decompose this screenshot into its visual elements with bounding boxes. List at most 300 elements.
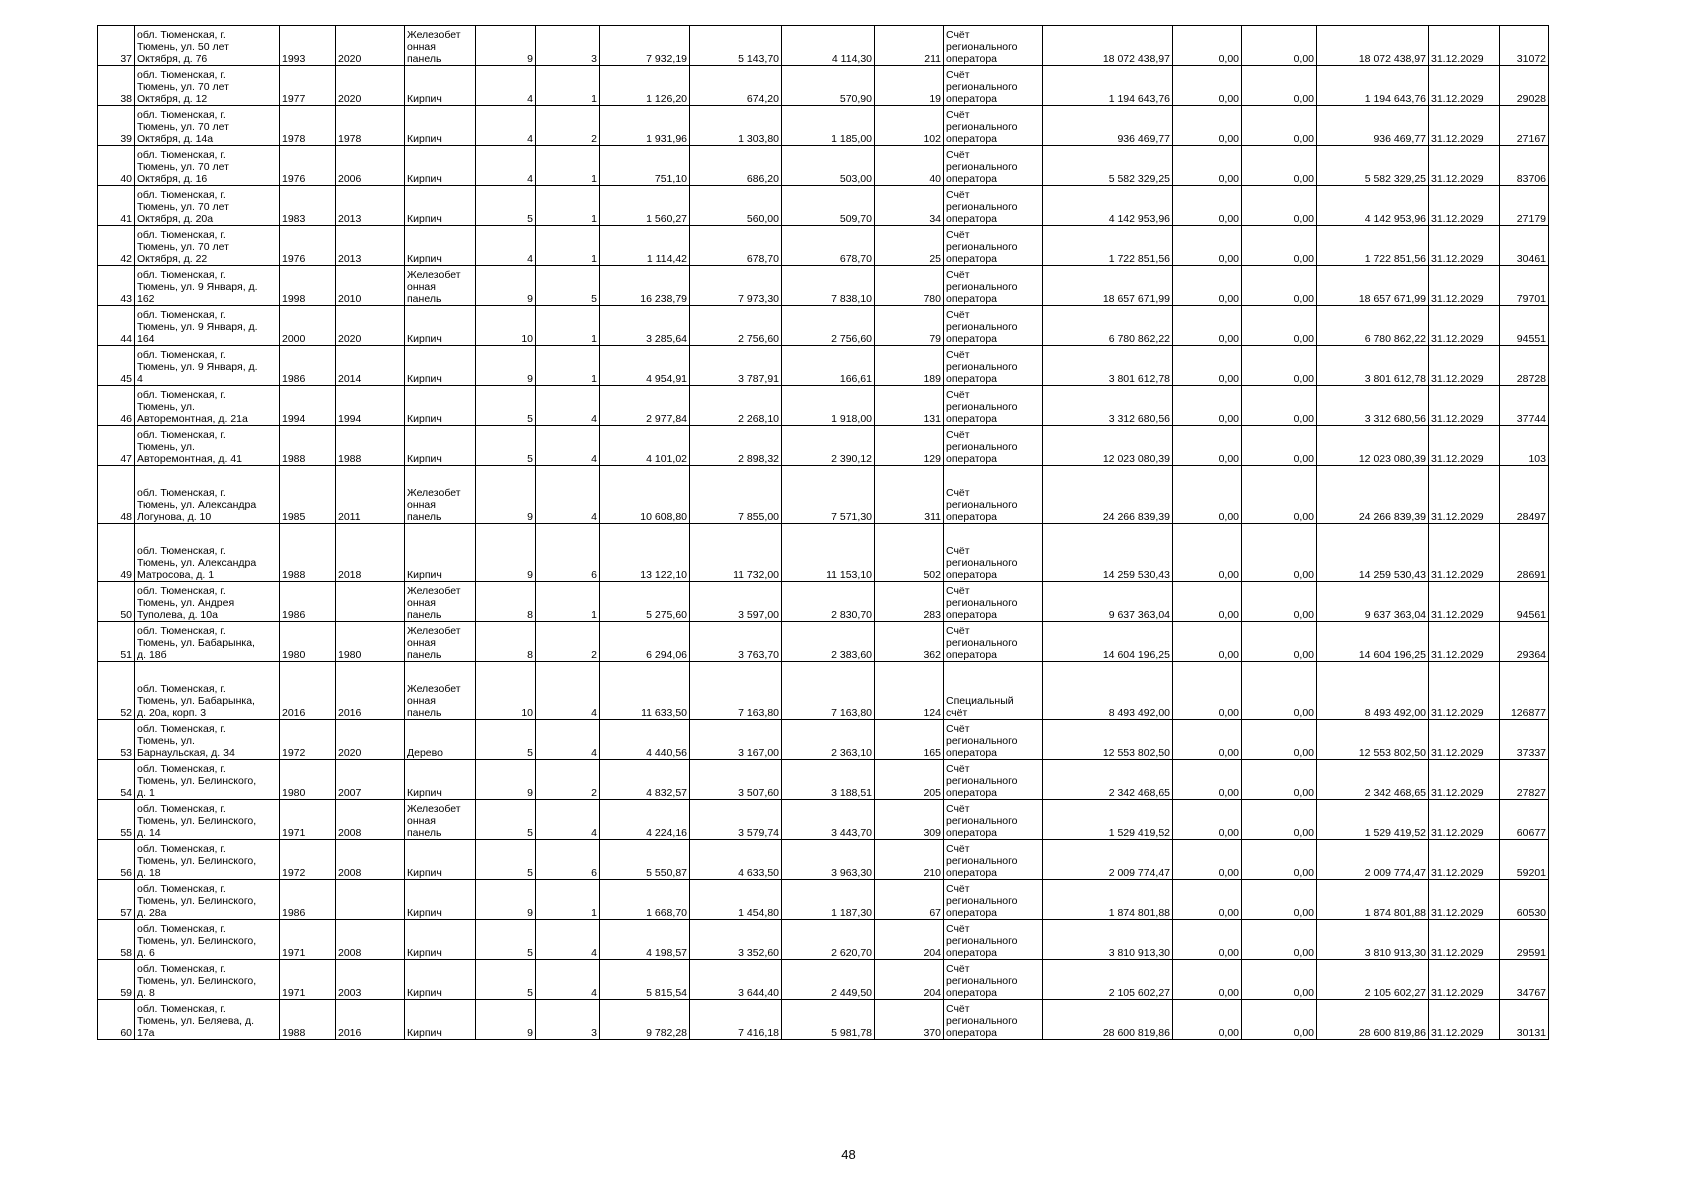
cell-fund-account-type: Счёт регионального оператора [944,266,1043,306]
cell-owner-funds: 1 722 851,56 [1317,226,1429,266]
cell-address: обл. Тюменская, г. Тюмень, ул. 70 лет Октября, д. 12 [135,66,280,106]
cell-repair-cost: 2 342 468,65 [1043,760,1173,800]
cell-repair-cost: 14 604 196,25 [1043,622,1173,662]
cell-row-number: 50 [98,582,135,622]
cell-budget-funds: 0,00 [1173,582,1242,622]
cell-deadline-date: 31.12.2029 [1429,760,1500,800]
cell-residential-area: 2 830,70 [782,582,875,622]
table-row [98,266,1549,306]
cell-year-built: 1998 [280,266,336,306]
table-row [98,840,1549,880]
cell-total-area: 3 285,64 [600,306,690,346]
cell-year-built: 1986 [280,880,336,920]
cell-row-number: 43 [98,266,135,306]
cell-owner-funds: 12 023 080,39 [1317,426,1429,466]
cell-address: обл. Тюменская, г. Тюмень, ул. 70 лет Октября, д. 22 [135,226,280,266]
cell-year-renovated: 2007 [336,760,405,800]
cell-wall-material: Кирпич [405,1000,476,1040]
table-row [98,426,1549,466]
cell-living-area: 3 352,60 [690,920,782,960]
cell-repair-cost: 1 194 643,76 [1043,66,1173,106]
cell-residential-area: 7 571,30 [782,466,875,524]
cell-wall-material: Железобет онная панель [405,662,476,720]
cell-address: обл. Тюменская, г. Тюмень, ул. Бабарынка, д. 20а, корп. 3 [135,662,280,720]
cell-deadline-date: 31.12.2029 [1429,622,1500,662]
cell-budget-funds: 0,00 [1173,920,1242,960]
cell-deadline-date: 31.12.2029 [1429,306,1500,346]
cell-living-area: 4 633,50 [690,840,782,880]
cell-house-code: 79701 [1500,266,1549,306]
cell-residential-area: 3 188,51 [782,760,875,800]
cell-total-area: 9 782,28 [600,1000,690,1040]
cell-row-number: 44 [98,306,135,346]
cell-address: обл. Тюменская, г. Тюмень, ул. Белинского, д. 14 [135,800,280,840]
cell-floors: 5 [476,800,536,840]
cell-wall-material: Кирпич [405,226,476,266]
cell-entrances: 1 [536,186,600,226]
cell-wall-material: Кирпич [405,920,476,960]
cell-residents: 370 [875,1000,944,1040]
cell-residents: 205 [875,760,944,800]
cell-total-area: 4 101,02 [600,426,690,466]
cell-owner-funds: 6 780 862,22 [1317,306,1429,346]
cell-living-area: 7 416,18 [690,1000,782,1040]
cell-repair-cost: 3 312 680,56 [1043,386,1173,426]
cell-year-built: 1978 [280,106,336,146]
cell-entrances: 1 [536,582,600,622]
cell-fund-account-type: Счёт регионального оператора [944,26,1043,66]
cell-wall-material: Кирпич [405,146,476,186]
cell-row-number: 52 [98,662,135,720]
cell-wall-material: Кирпич [405,524,476,582]
cell-floors: 5 [476,386,536,426]
cell-residents: 780 [875,266,944,306]
cell-entrances: 3 [536,26,600,66]
cell-entrances: 6 [536,840,600,880]
cell-residents: 67 [875,880,944,920]
cell-row-number: 53 [98,720,135,760]
cell-total-area: 1 668,70 [600,880,690,920]
cell-wall-material: Железобет онная панель [405,26,476,66]
cell-floors: 9 [476,1000,536,1040]
cell-house-code: 27179 [1500,186,1549,226]
cell-living-area: 3 787,91 [690,346,782,386]
cell-total-area: 5 815,54 [600,960,690,1000]
cell-entrances: 4 [536,386,600,426]
cell-address: обл. Тюменская, г. Тюмень, ул. 70 лет Октября, д. 14а [135,106,280,146]
cell-total-area: 4 198,57 [600,920,690,960]
cell-house-code: 30461 [1500,226,1549,266]
cell-budget-funds: 0,00 [1173,466,1242,524]
cell-owner-funds: 18 657 671,99 [1317,266,1429,306]
cell-wall-material: Кирпич [405,306,476,346]
cell-repair-cost: 8 493 492,00 [1043,662,1173,720]
cell-other-funds: 0,00 [1242,880,1317,920]
cell-address: обл. Тюменская, г. Тюмень, ул. Авторемонтная, д. 41 [135,426,280,466]
table-row [98,1000,1549,1040]
cell-living-area: 3 507,60 [690,760,782,800]
cell-deadline-date: 31.12.2029 [1429,582,1500,622]
cell-year-renovated: 2008 [336,920,405,960]
cell-total-area: 4 954,91 [600,346,690,386]
cell-budget-funds: 0,00 [1173,840,1242,880]
cell-year-built: 1988 [280,426,336,466]
cell-house-code: 103 [1500,426,1549,466]
cell-total-area: 1 560,27 [600,186,690,226]
cell-budget-funds: 0,00 [1173,186,1242,226]
cell-year-renovated: 2008 [336,800,405,840]
cell-row-number: 60 [98,1000,135,1040]
cell-floors: 8 [476,622,536,662]
cell-owner-funds: 2 342 468,65 [1317,760,1429,800]
cell-owner-funds: 24 266 839,39 [1317,466,1429,524]
cell-house-code: 34767 [1500,960,1549,1000]
cell-address: обл. Тюменская, г. Тюмень, ул. Белинского, д. 28а [135,880,280,920]
cell-living-area: 678,70 [690,226,782,266]
cell-deadline-date: 31.12.2029 [1429,960,1500,1000]
cell-repair-cost: 1 529 419,52 [1043,800,1173,840]
cell-owner-funds: 3 810 913,30 [1317,920,1429,960]
cell-address: обл. Тюменская, г. Тюмень, ул. 9 Января, д. 162 [135,266,280,306]
cell-fund-account-type: Счёт регионального оператора [944,146,1043,186]
cell-total-area: 1 126,20 [600,66,690,106]
cell-year-built: 1993 [280,26,336,66]
buildings-table [97,25,1549,1040]
cell-residential-area: 2 620,70 [782,920,875,960]
cell-budget-funds: 0,00 [1173,146,1242,186]
cell-living-area: 7 973,30 [690,266,782,306]
cell-deadline-date: 31.12.2029 [1429,266,1500,306]
cell-year-built: 1976 [280,226,336,266]
cell-row-number: 39 [98,106,135,146]
cell-row-number: 58 [98,920,135,960]
cell-floors: 9 [476,346,536,386]
cell-house-code: 37744 [1500,386,1549,426]
cell-entrances: 4 [536,720,600,760]
cell-deadline-date: 31.12.2029 [1429,880,1500,920]
cell-floors: 4 [476,106,536,146]
cell-fund-account-type: Счёт регионального оператора [944,582,1043,622]
cell-entrances: 1 [536,226,600,266]
cell-floors: 4 [476,66,536,106]
table-row [98,146,1549,186]
cell-other-funds: 0,00 [1242,386,1317,426]
cell-owner-funds: 3 312 680,56 [1317,386,1429,426]
cell-owner-funds: 18 072 438,97 [1317,26,1429,66]
cell-living-area: 2 268,10 [690,386,782,426]
cell-deadline-date: 31.12.2029 [1429,466,1500,524]
cell-residential-area: 2 756,60 [782,306,875,346]
cell-budget-funds: 0,00 [1173,306,1242,346]
cell-budget-funds: 0,00 [1173,960,1242,1000]
cell-address: обл. Тюменская, г. Тюмень, ул. 9 Января, д. 164 [135,306,280,346]
cell-wall-material: Кирпич [405,960,476,1000]
cell-residents: 189 [875,346,944,386]
cell-fund-account-type: Специальный счёт [944,662,1043,720]
cell-row-number: 48 [98,466,135,524]
table-row [98,466,1549,524]
cell-address: обл. Тюменская, г. Тюмень, ул. Авторемонтная, д. 21а [135,386,280,426]
cell-owner-funds: 14 259 530,43 [1317,524,1429,582]
table-row [98,524,1549,582]
cell-house-code: 60677 [1500,800,1549,840]
cell-house-code: 83706 [1500,146,1549,186]
cell-residents: 79 [875,306,944,346]
cell-address: обл. Тюменская, г. Тюмень, ул. Барнаульская, д. 34 [135,720,280,760]
cell-total-area: 5 275,60 [600,582,690,622]
cell-year-renovated: 2018 [336,524,405,582]
cell-entrances: 1 [536,306,600,346]
cell-residents: 131 [875,386,944,426]
cell-total-area: 5 550,87 [600,840,690,880]
cell-owner-funds: 12 553 802,50 [1317,720,1429,760]
cell-fund-account-type: Счёт регионального оператора [944,840,1043,880]
cell-total-area: 4 224,16 [600,800,690,840]
cell-house-code: 28728 [1500,346,1549,386]
cell-wall-material: Кирпич [405,106,476,146]
cell-repair-cost: 2 105 602,27 [1043,960,1173,1000]
cell-floors: 9 [476,880,536,920]
cell-house-code: 27167 [1500,106,1549,146]
cell-deadline-date: 31.12.2029 [1429,26,1500,66]
cell-other-funds: 0,00 [1242,306,1317,346]
cell-living-area: 686,20 [690,146,782,186]
cell-residential-area: 2 363,10 [782,720,875,760]
cell-other-funds: 0,00 [1242,840,1317,880]
cell-living-area: 1 303,80 [690,106,782,146]
table-row [98,662,1549,720]
cell-residents: 102 [875,106,944,146]
cell-year-renovated: 2003 [336,960,405,1000]
table-row [98,186,1549,226]
cell-row-number: 51 [98,622,135,662]
cell-residents: 283 [875,582,944,622]
cell-fund-account-type: Счёт регионального оператора [944,466,1043,524]
cell-owner-funds: 8 493 492,00 [1317,662,1429,720]
table-row [98,106,1549,146]
cell-budget-funds: 0,00 [1173,266,1242,306]
cell-year-built: 1986 [280,582,336,622]
cell-living-area: 3 167,00 [690,720,782,760]
cell-total-area: 751,10 [600,146,690,186]
cell-year-renovated: 2010 [336,266,405,306]
cell-year-built: 1988 [280,524,336,582]
cell-repair-cost: 12 023 080,39 [1043,426,1173,466]
cell-other-funds: 0,00 [1242,426,1317,466]
cell-floors: 5 [476,186,536,226]
cell-entrances: 4 [536,662,600,720]
cell-wall-material: Железобет онная панель [405,622,476,662]
table-row [98,880,1549,920]
cell-other-funds: 0,00 [1242,266,1317,306]
cell-year-built: 1971 [280,920,336,960]
cell-row-number: 37 [98,26,135,66]
cell-house-code: 29028 [1500,66,1549,106]
cell-row-number: 41 [98,186,135,226]
cell-year-renovated [336,880,405,920]
cell-year-built: 1977 [280,66,336,106]
cell-residents: 210 [875,840,944,880]
cell-year-built: 1971 [280,800,336,840]
cell-address: обл. Тюменская, г. Тюмень, ул. Белинского, д. 6 [135,920,280,960]
cell-fund-account-type: Счёт регионального оператора [944,720,1043,760]
cell-fund-account-type: Счёт регионального оператора [944,186,1043,226]
cell-entrances: 4 [536,960,600,1000]
cell-year-built: 1986 [280,346,336,386]
cell-residential-area: 7 838,10 [782,266,875,306]
cell-fund-account-type: Счёт регионального оператора [944,960,1043,1000]
cell-repair-cost: 4 142 953,96 [1043,186,1173,226]
cell-address: обл. Тюменская, г. Тюмень, ул. Александра Логунова, д. 10 [135,466,280,524]
cell-year-renovated: 2020 [336,26,405,66]
cell-year-built: 1972 [280,720,336,760]
cell-deadline-date: 31.12.2029 [1429,524,1500,582]
cell-entrances: 4 [536,426,600,466]
cell-total-area: 1 114,42 [600,226,690,266]
table-row [98,960,1549,1000]
cell-floors: 5 [476,960,536,1000]
cell-living-area: 1 454,80 [690,880,782,920]
cell-floors: 10 [476,306,536,346]
cell-residents: 211 [875,26,944,66]
cell-deadline-date: 31.12.2029 [1429,720,1500,760]
cell-other-funds: 0,00 [1242,226,1317,266]
cell-wall-material: Кирпич [405,346,476,386]
cell-repair-cost: 14 259 530,43 [1043,524,1173,582]
cell-row-number: 40 [98,146,135,186]
cell-fund-account-type: Счёт регионального оператора [944,1000,1043,1040]
cell-deadline-date: 31.12.2029 [1429,106,1500,146]
cell-budget-funds: 0,00 [1173,386,1242,426]
cell-residents: 204 [875,920,944,960]
cell-deadline-date: 31.12.2029 [1429,346,1500,386]
table-row [98,760,1549,800]
cell-floors: 9 [476,760,536,800]
cell-total-area: 4 440,56 [600,720,690,760]
cell-residential-area: 5 981,78 [782,1000,875,1040]
cell-living-area: 3 597,00 [690,582,782,622]
cell-year-built: 1980 [280,622,336,662]
table-row [98,920,1549,960]
cell-address: обл. Тюменская, г. Тюмень, ул. Бабарынка, д. 18б [135,622,280,662]
cell-repair-cost: 5 582 329,25 [1043,146,1173,186]
cell-fund-account-type: Счёт регионального оператора [944,346,1043,386]
cell-total-area: 11 633,50 [600,662,690,720]
cell-total-area: 2 977,84 [600,386,690,426]
cell-budget-funds: 0,00 [1173,662,1242,720]
cell-living-area: 674,20 [690,66,782,106]
cell-row-number: 42 [98,226,135,266]
cell-year-built: 1980 [280,760,336,800]
cell-year-built: 1971 [280,960,336,1000]
cell-residents: 34 [875,186,944,226]
cell-repair-cost: 18 657 671,99 [1043,266,1173,306]
cell-fund-account-type: Счёт регионального оператора [944,622,1043,662]
cell-floors: 9 [476,266,536,306]
cell-house-code: 29591 [1500,920,1549,960]
cell-residential-area: 1 918,00 [782,386,875,426]
cell-year-renovated: 2020 [336,66,405,106]
cell-residents: 165 [875,720,944,760]
cell-house-code: 126877 [1500,662,1549,720]
cell-residential-area: 503,00 [782,146,875,186]
cell-residential-area: 166,61 [782,346,875,386]
cell-row-number: 56 [98,840,135,880]
cell-owner-funds: 936 469,77 [1317,106,1429,146]
cell-residents: 362 [875,622,944,662]
cell-living-area: 2 756,60 [690,306,782,346]
cell-year-renovated: 2014 [336,346,405,386]
table-row [98,720,1549,760]
cell-address: обл. Тюменская, г. Тюмень, ул. 70 лет Октября, д. 20а [135,186,280,226]
cell-budget-funds: 0,00 [1173,622,1242,662]
cell-year-built: 1976 [280,146,336,186]
cell-budget-funds: 0,00 [1173,760,1242,800]
cell-deadline-date: 31.12.2029 [1429,1000,1500,1040]
cell-repair-cost: 3 810 913,30 [1043,920,1173,960]
cell-year-built: 2000 [280,306,336,346]
cell-house-code: 59201 [1500,840,1549,880]
cell-budget-funds: 0,00 [1173,720,1242,760]
cell-wall-material: Железобет онная панель [405,800,476,840]
cell-address: обл. Тюменская, г. Тюмень, ул. Андрея Туполева, д. 10а [135,582,280,622]
cell-year-built: 1972 [280,840,336,880]
cell-deadline-date: 31.12.2029 [1429,662,1500,720]
cell-owner-funds: 4 142 953,96 [1317,186,1429,226]
cell-floors: 5 [476,920,536,960]
cell-fund-account-type: Счёт регионального оператора [944,66,1043,106]
cell-house-code: 29364 [1500,622,1549,662]
cell-budget-funds: 0,00 [1173,66,1242,106]
table-row [98,800,1549,840]
cell-entrances: 2 [536,106,600,146]
cell-other-funds: 0,00 [1242,146,1317,186]
cell-residents: 129 [875,426,944,466]
cell-floors: 5 [476,720,536,760]
cell-residents: 311 [875,466,944,524]
cell-floors: 10 [476,662,536,720]
cell-row-number: 47 [98,426,135,466]
cell-fund-account-type: Счёт регионального оператора [944,920,1043,960]
cell-house-code: 28497 [1500,466,1549,524]
cell-residential-area: 1 187,30 [782,880,875,920]
cell-floors: 5 [476,840,536,880]
cell-address: обл. Тюменская, г. Тюмень, ул. 70 лет Октября, д. 16 [135,146,280,186]
cell-fund-account-type: Счёт регионального оператора [944,386,1043,426]
cell-owner-funds: 1 194 643,76 [1317,66,1429,106]
cell-year-built: 1983 [280,186,336,226]
cell-address: обл. Тюменская, г. Тюмень, ул. Белинского, д. 18 [135,840,280,880]
cell-other-funds: 0,00 [1242,622,1317,662]
table-row [98,306,1549,346]
cell-fund-account-type: Счёт регионального оператора [944,880,1043,920]
cell-wall-material: Дерево [405,720,476,760]
cell-residential-area: 678,70 [782,226,875,266]
cell-other-funds: 0,00 [1242,800,1317,840]
cell-year-renovated: 2011 [336,466,405,524]
cell-address: обл. Тюменская, г. Тюмень, ул. 50 лет Октября, д. 76 [135,26,280,66]
cell-entrances: 4 [536,800,600,840]
cell-address: обл. Тюменская, г. Тюмень, ул. Белинского, д. 8 [135,960,280,1000]
cell-house-code: 60530 [1500,880,1549,920]
cell-owner-funds: 1 529 419,52 [1317,800,1429,840]
cell-year-renovated: 2016 [336,1000,405,1040]
cell-owner-funds: 3 801 612,78 [1317,346,1429,386]
cell-other-funds: 0,00 [1242,66,1317,106]
cell-fund-account-type: Счёт регионального оператора [944,800,1043,840]
cell-year-renovated: 2020 [336,720,405,760]
cell-year-built: 1988 [280,1000,336,1040]
